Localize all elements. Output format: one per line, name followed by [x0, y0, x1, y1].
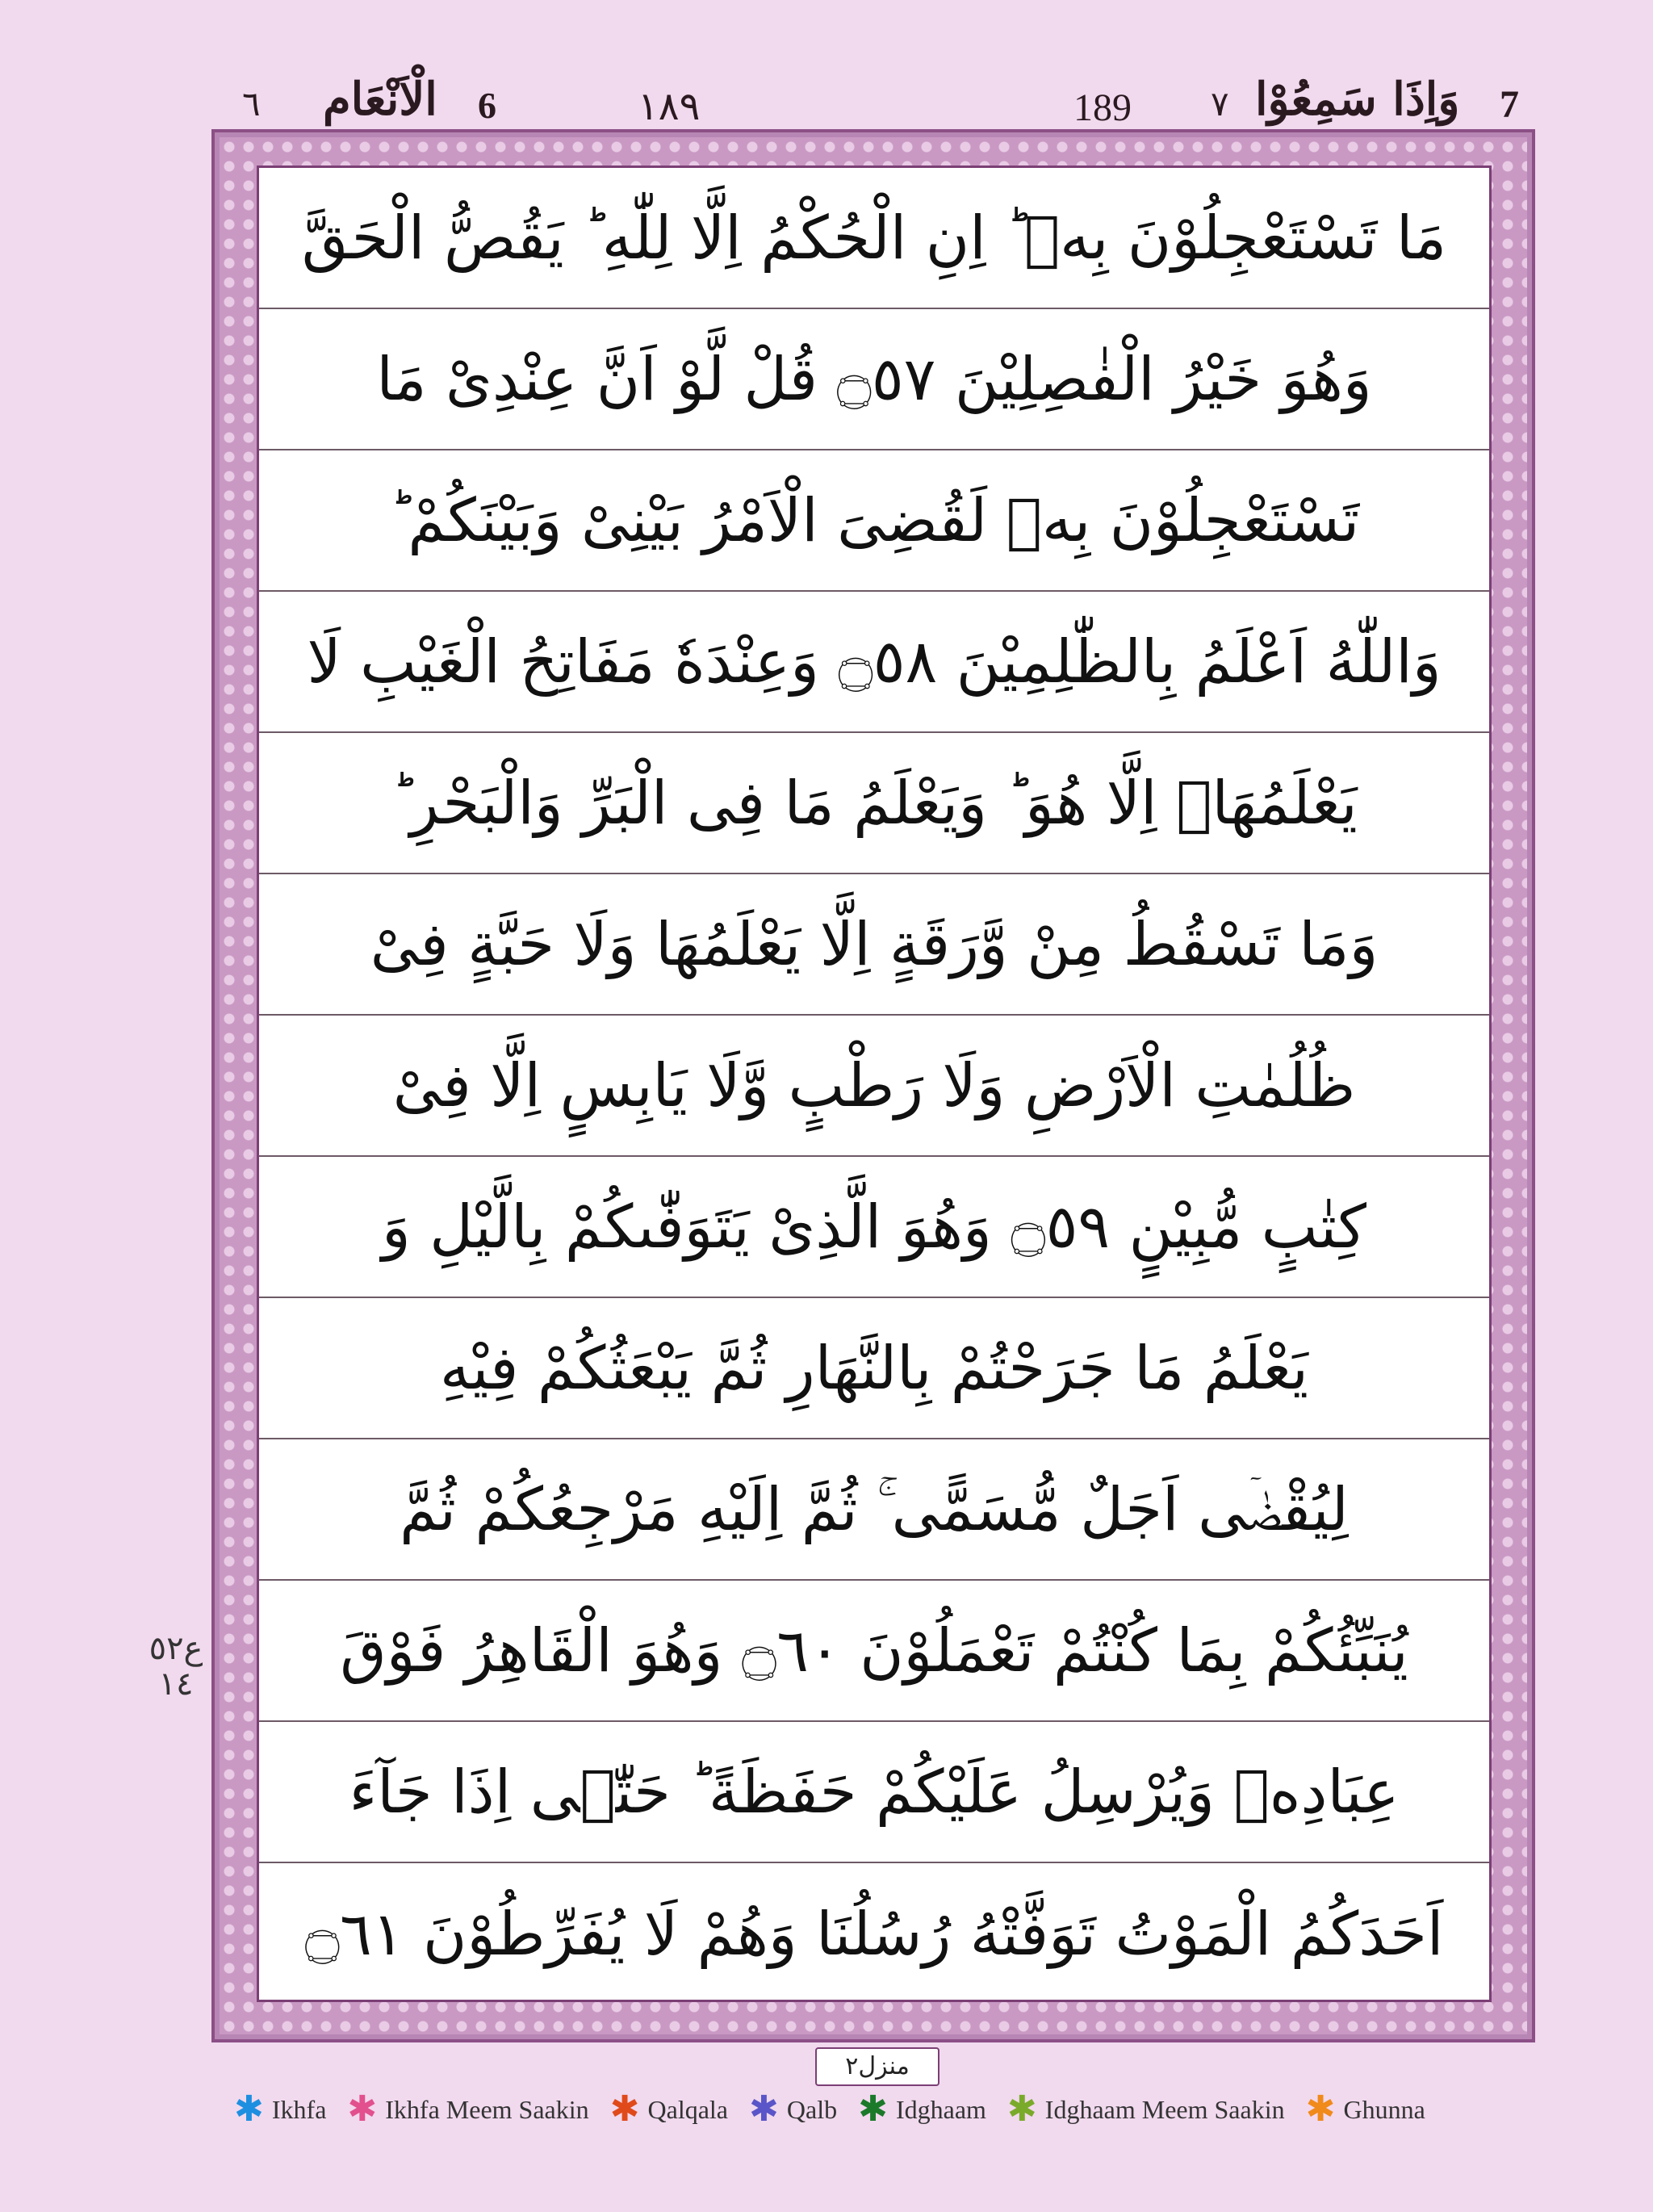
surah-number: 6 [478, 85, 496, 126]
page-number: 189 [1073, 86, 1132, 129]
legend-label: Qalb [786, 2094, 838, 2124]
legend-item [234, 2088, 327, 2130]
quran-line: مَا تَسْتَعْجِلُوْنَ بِهٖ ؕ اِنِ الْحُكْمُ اِلَّا لِلّٰهِ ؕ يَقُصُّ الْحَقَّ [259, 168, 1489, 309]
tajweed-legend [234, 2089, 1542, 2130]
juz-number-arabic: ٧ [1211, 84, 1229, 124]
quran-line: اَحَدَكُمُ الْمَوْتُ تَوَفَّتْهُ رُسُلُنَا وَهُمْ لَا يُفَرِّطُوْنَ ۝٦١ [304, 1899, 1444, 1969]
legend-item [749, 2088, 838, 2130]
quran-line: عِبَادِهٖ وَيُرْسِلُ عَلَيْكُمْ حَفَظَةً ؕ حَتّٰۤى اِذَا جَآءَ [259, 1722, 1489, 1863]
star-icon: ✱ [858, 2088, 888, 2130]
manzil-label: منزل٢ [815, 2047, 939, 2086]
juz-name: وَاِذَا سَمِعُوْا [1255, 73, 1460, 126]
legend-item [858, 2088, 986, 2130]
ruku-marker-text: ١٤ [158, 1665, 194, 1703]
star-icon: ✱ [609, 2088, 640, 2130]
page-number-arabic: ١٨٩ [638, 84, 701, 129]
legend-label: Ikhfa Meem Saakin [385, 2094, 589, 2124]
quran-line: تَسْتَعْجِلُوْنَ بِهٖ لَقُضِىَ الْاَمْرُ بَيْنِیْ وَبَيْنَكُمْ ؕ [259, 450, 1489, 592]
star-icon: ✱ [234, 2088, 264, 2130]
quran-line: يَعْلَمُ مَا جَرَحْتُمْ بِالنَّهَارِ ثُمَّ يَبْعَثُكُمْ فِيْهِ [259, 1298, 1489, 1439]
legend-label: Idghaam [895, 2094, 986, 2124]
quran-line: كِتٰبٍ مُّبِيْنٍ ۝٥٩ وَهُوَ الَّذِیْ يَتَوَفّٰىكُمْ بِالَّيْلِ وَ [259, 1157, 1489, 1298]
legend-label: Ghunna [1343, 2094, 1425, 2124]
surah-name: الْاَنْعَام [323, 73, 437, 126]
star-icon: ✱ [1305, 2088, 1336, 2130]
legend-item [1006, 2088, 1285, 2130]
quran-line: يَعْلَمُهَاۤ اِلَّا هُوَ ؕ وَيَعْلَمُ مَا فِى الْبَرِّ وَالْبَحْرِ ؕ [259, 733, 1489, 874]
star-icon: ✱ [749, 2088, 779, 2130]
quran-line: ظُلُمٰتِ الْاَرْضِ وَلَا رَطْبٍ وَّلَا يَابِسٍ اِلَّا فِیْ [259, 1016, 1489, 1157]
legend-label: Ikhfa [271, 2094, 327, 2124]
surah-number-arabic: ٦ [242, 84, 261, 124]
ruku-marker [144, 1631, 208, 1744]
quran-line: وَهُوَ خَيْرُ الْفٰصِلِيْنَ ۝٥٧ قُلْ لَّوْ اَنَّ عِنْدِیْ مَا [259, 309, 1489, 450]
quran-line: يُنَبِّئُكُمْ بِمَا كُنْتُمْ تَعْمَلُوْنَ ۝٦٠ وَهُوَ الْقَاهِرُ فَوْقَ [259, 1581, 1489, 1722]
quran-text-area [257, 165, 1492, 2002]
legend-item [347, 2088, 589, 2130]
ruku-marker-text: ع٥٢ [149, 1630, 203, 1667]
legend-item [1305, 2088, 1425, 2130]
quran-line: لِيُقْضٰۤى اَجَلٌ مُّسَمًّى ۚ ثُمَّ اِلَيْهِ مَرْجِعُكُمْ ثُمَّ [259, 1439, 1489, 1581]
quran-line: وَاللّٰهُ اَعْلَمُ بِالظّٰلِمِيْنَ ۝٥٨ وَعِنْدَهٗ مَفَاتِحُ الْغَيْبِ لَا [259, 592, 1489, 733]
legend-label: Idghaam Meem Saakin [1044, 2094, 1285, 2124]
juz-number: 7 [1500, 83, 1519, 126]
quran-line: وَمَا تَسْقُطُ مِنْ وَّرَقَةٍ اِلَّا يَعْلَمُهَا وَلَا حَبَّةٍ فِیْ [259, 874, 1489, 1016]
legend-item [609, 2088, 728, 2130]
star-icon: ✱ [1006, 2088, 1037, 2130]
legend-label: Qalqala [647, 2094, 728, 2124]
star-icon: ✱ [347, 2088, 378, 2130]
